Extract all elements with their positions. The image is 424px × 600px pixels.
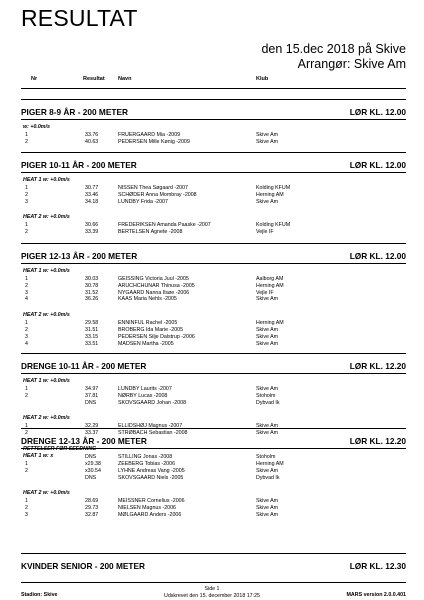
athlete-name: MEISSNER Cornelius -2006 bbox=[118, 498, 185, 505]
club-name: Stoholm bbox=[256, 454, 276, 460]
event-header bbox=[21, 160, 406, 172]
club-name: Herning AM bbox=[256, 191, 284, 198]
result-time: 33.15 bbox=[85, 333, 99, 340]
athlete-name: ELLIDSHØJ Magnus -2007 bbox=[118, 423, 183, 430]
event-underline bbox=[21, 172, 406, 173]
col-result: Resultat bbox=[83, 76, 105, 82]
place: 3 bbox=[25, 198, 28, 205]
athlete-name: KAAS Maria Nehls -2005 bbox=[118, 296, 177, 303]
result-time: 34.18 bbox=[85, 198, 99, 205]
result-row bbox=[0, 229, 424, 236]
result-row bbox=[0, 199, 424, 206]
event-header bbox=[21, 361, 406, 373]
club-name: Kolding KFUM bbox=[256, 185, 291, 191]
place: 1 bbox=[25, 185, 28, 191]
event-time: LØR KL. 12.00 bbox=[349, 160, 406, 170]
club-name: Aalborg AM bbox=[256, 276, 284, 282]
club-name: Vejle IF bbox=[256, 229, 274, 236]
event-rule bbox=[21, 243, 406, 244]
athlete-name: SKOVSGAARD Niels -2005 bbox=[118, 474, 184, 481]
event-underline bbox=[21, 448, 406, 449]
result-time: 33.46 bbox=[85, 191, 99, 198]
club-name: Skive Am bbox=[256, 132, 279, 138]
heat-label: HEAT 1 w: +0.0m/s bbox=[23, 268, 70, 274]
club-name: Skive Am bbox=[256, 198, 279, 205]
club-name: Stoholm bbox=[256, 392, 276, 399]
event-rule bbox=[21, 553, 406, 554]
event-header bbox=[21, 436, 406, 448]
place: 2 bbox=[25, 191, 28, 198]
athlete-name: FREDERIKSEN Amanda Paaske -2007 bbox=[118, 222, 211, 229]
club-name: Skive Am bbox=[256, 386, 279, 392]
result-row bbox=[0, 296, 424, 303]
place: 2 bbox=[25, 229, 28, 236]
meet-organizer: Arrangør: Skive Am bbox=[297, 57, 406, 71]
event-time: LØR KL. 12.30 bbox=[349, 561, 406, 571]
club-name: Herning AM bbox=[256, 282, 284, 289]
result-time: x30.54 bbox=[85, 467, 101, 474]
heat-label: HEAT 2 w: +0.0m/s bbox=[23, 490, 70, 497]
athlete-name: LYHNE Andreas Vang -2005 bbox=[118, 467, 185, 474]
athlete-name: ARUCHCHUNAR Thinusa -2005 bbox=[118, 282, 195, 289]
athlete-name: ENNINFUL Rachel -2005 bbox=[118, 320, 178, 327]
event-header bbox=[21, 251, 406, 263]
event-underline bbox=[21, 119, 406, 120]
club-name: Dybvad Ik bbox=[256, 399, 280, 406]
place: 2 bbox=[25, 505, 28, 512]
footer-station: Stadion: Skive bbox=[21, 592, 58, 598]
result-time: 36.26 bbox=[85, 296, 99, 303]
athlete-name: SCHØDER Anna Mombray -2008 bbox=[118, 191, 197, 198]
result-row bbox=[0, 454, 424, 461]
result-time: 30.03 bbox=[85, 276, 99, 282]
header-rule bbox=[21, 88, 406, 89]
column-header bbox=[21, 76, 406, 86]
place: 2 bbox=[25, 138, 28, 145]
result-time: 31.52 bbox=[85, 289, 99, 296]
club-name: Skive Am bbox=[256, 467, 279, 474]
result-time: 30.77 bbox=[85, 185, 99, 191]
result-time: 33.39 bbox=[85, 229, 99, 236]
result-time: 29.58 bbox=[85, 320, 99, 327]
club-name: Skive Am bbox=[256, 423, 279, 430]
place: 4 bbox=[25, 296, 28, 303]
place: 1 bbox=[25, 498, 28, 505]
result-time: 28.69 bbox=[85, 498, 99, 505]
place: 1 bbox=[25, 222, 28, 229]
place: 2 bbox=[25, 282, 28, 289]
place: 1 bbox=[25, 276, 28, 282]
result-time: DNS bbox=[85, 474, 97, 481]
club-name: Herning AM bbox=[256, 320, 284, 327]
athlete-name: STRØBACH Sebastian -2008 bbox=[118, 430, 188, 437]
event-name: DRENGE 10-11 ÅR - 200 METER bbox=[21, 361, 147, 371]
result-time: x29.38 bbox=[85, 461, 101, 467]
event-header bbox=[21, 561, 406, 573]
athlete-name: LUNDBY Frida -2007 bbox=[118, 198, 168, 205]
place: 2 bbox=[25, 392, 28, 399]
place: 4 bbox=[25, 340, 28, 347]
event-time: LØR KL. 12.00 bbox=[349, 107, 406, 117]
result-time: 33.37 bbox=[85, 430, 99, 437]
result-time: 30.66 bbox=[85, 222, 99, 229]
athlete-name: NIELSEN Magnus -2006 bbox=[118, 505, 177, 512]
place: 2 bbox=[25, 467, 28, 474]
heat-label: HEAT 2 w: +0.0m/s bbox=[23, 312, 70, 319]
heat-label: w: +0.0m/s bbox=[23, 124, 50, 130]
club-name: Skive Am bbox=[256, 296, 279, 303]
event-time: LØR KL. 12.20 bbox=[349, 361, 406, 371]
athlete-name: NISSEN Thea Søgaard -2007 bbox=[118, 185, 188, 191]
place: 3 bbox=[25, 333, 28, 340]
athlete-name: MADSEN Martha -2005 bbox=[118, 340, 174, 347]
col-name: Navn bbox=[118, 76, 132, 82]
event-time: LØR KL. 12.20 bbox=[349, 436, 406, 446]
result-row bbox=[0, 341, 424, 348]
result-time: 31.51 bbox=[85, 327, 99, 333]
event-header bbox=[21, 107, 406, 119]
footer-printed: Udskrevet den 15. december 2018 17:25 bbox=[164, 593, 260, 599]
place: 1 bbox=[25, 386, 28, 392]
event-underline bbox=[21, 373, 406, 374]
athlete-name: LUNDBY Laurits -2007 bbox=[118, 386, 172, 392]
athlete-name: FRUERGAARD Mia -2009 bbox=[118, 132, 181, 138]
result-time: 33.76 bbox=[85, 132, 99, 138]
event-name: KVINDER SENIOR - 200 METER bbox=[21, 561, 146, 571]
club-name: Skive Am bbox=[256, 340, 279, 347]
heat-label: HEAT 1 w: +0.0m/s bbox=[23, 378, 70, 384]
meet-date: den 15.dec 2018 på Skive bbox=[261, 42, 406, 56]
event-rule bbox=[21, 99, 406, 100]
place: 1 bbox=[25, 132, 28, 138]
result-time: 29.73 bbox=[85, 505, 99, 512]
result-time: 37.81 bbox=[85, 392, 99, 399]
club-name: Vejle IF bbox=[256, 289, 274, 296]
heat-label: HEAT 1 w: +0.0m/s bbox=[23, 177, 70, 183]
event-underline bbox=[21, 263, 406, 264]
athlete-name: ZEEBERG Tobias -2006 bbox=[118, 461, 176, 467]
result-time: DNS bbox=[85, 454, 97, 460]
place: 1 bbox=[25, 461, 28, 467]
athlete-name: BERTELSEN Agnete -2008 bbox=[118, 229, 183, 236]
result-time: 32.29 bbox=[85, 423, 99, 430]
place: 3 bbox=[25, 289, 28, 296]
club-name: Skive Am bbox=[256, 498, 279, 505]
club-name: Skive Am bbox=[256, 430, 279, 437]
club-name: Dybvad Ik bbox=[256, 474, 280, 481]
club-name: Kolding KFUM bbox=[256, 222, 291, 229]
heat-label: HEAT 2 w: +0.0m/s bbox=[23, 415, 70, 422]
athlete-name: NYGAARD Nanna Ilsøe -2006 bbox=[118, 289, 190, 296]
result-row bbox=[0, 139, 424, 146]
place: 3 bbox=[25, 512, 28, 518]
club-name: Herning AM bbox=[256, 461, 284, 467]
result-row bbox=[0, 475, 424, 482]
footer-rule bbox=[21, 582, 406, 583]
event-rule bbox=[21, 428, 406, 429]
club-name: Skive Am bbox=[256, 138, 279, 145]
result-time: DNS bbox=[85, 399, 97, 406]
event-rule bbox=[21, 152, 406, 153]
athlete-name: MØLGAARD Anders -2006 bbox=[118, 512, 182, 518]
club-name: Skive Am bbox=[256, 327, 279, 333]
club-name: Skive Am bbox=[256, 512, 279, 518]
athlete-name: GEISSING Victoria Juul -2005 bbox=[118, 276, 189, 282]
result-time: 34.97 bbox=[85, 386, 99, 392]
heat-label: HEAT 1 w: x bbox=[23, 453, 54, 459]
result-time: 30.78 bbox=[85, 282, 99, 289]
athlete-name: PEDERSEN Silje Dalstrup -2006 bbox=[118, 333, 195, 340]
heat-label: RETTELSER FØR SEEDNING bbox=[23, 446, 97, 452]
place: 1 bbox=[25, 320, 28, 327]
athlete-name: PEDERSEN Mille Kønig -2009 bbox=[118, 138, 190, 145]
place: 2 bbox=[25, 327, 28, 333]
result-row bbox=[0, 400, 424, 407]
athlete-name: NØRBY Lucas -2008 bbox=[118, 392, 168, 399]
result-row bbox=[0, 512, 424, 519]
event-name: PIGER 12-13 ÅR - 200 METER bbox=[21, 251, 138, 261]
athlete-name: STILLING Jonas -2008 bbox=[118, 454, 173, 460]
athlete-name: SKOVSGAARD Johan -2008 bbox=[118, 399, 187, 406]
event-time: LØR KL. 12.00 bbox=[349, 251, 406, 261]
club-name: Skive Am bbox=[256, 333, 279, 340]
result-time: 32.87 bbox=[85, 512, 99, 518]
event-name: DRENGE 12-13 ÅR - 200 METER bbox=[21, 436, 147, 446]
page-title: RESULTAT bbox=[21, 5, 138, 31]
event-name: PIGER 10-11 ÅR - 200 METER bbox=[21, 160, 137, 170]
place: 1 bbox=[25, 423, 28, 430]
col-nr: Nr bbox=[31, 76, 38, 82]
event-rule bbox=[21, 353, 406, 354]
athlete-name: BROBERG Ida Marie -2005 bbox=[118, 327, 184, 333]
place: 2 bbox=[25, 430, 28, 437]
footer-page: Side 1 bbox=[204, 586, 220, 592]
footer-version: MARS version 2.0.0.401 bbox=[346, 592, 406, 598]
col-club: Klub bbox=[256, 76, 269, 82]
club-name: Skive Am bbox=[256, 505, 279, 512]
result-time: 40.63 bbox=[85, 138, 99, 145]
heat-label: HEAT 2 w: +0.0m/s bbox=[23, 214, 70, 221]
result-time: 33.51 bbox=[85, 340, 99, 347]
event-name: PIGER 8-9 ÅR - 200 METER bbox=[21, 107, 128, 117]
